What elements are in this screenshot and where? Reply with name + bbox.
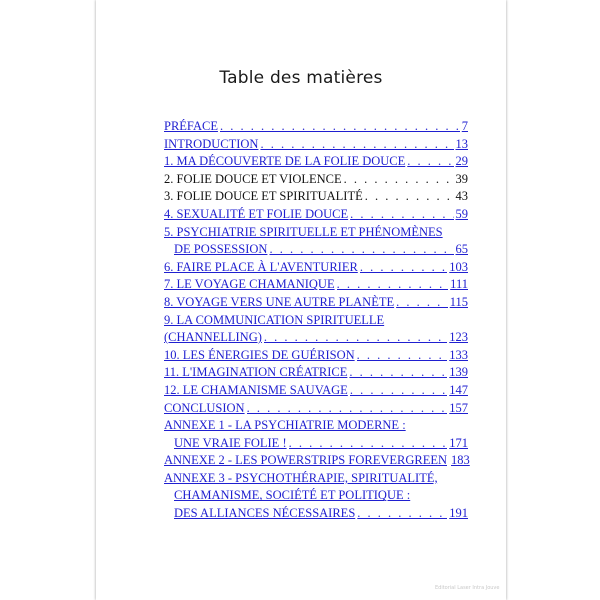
toc-entry-label: 10. LES ÉNERGIES DE GUÉRISON (164, 347, 355, 362)
toc-entry-conclusion[interactable] (164, 400, 468, 418)
toc-dot-leader (289, 435, 448, 453)
toc-page-number: 65 (455, 242, 468, 257)
toc-entry-annexe-3[interactable] (164, 470, 468, 523)
toc-entry-label: CONCLUSION (164, 400, 245, 415)
toc-page-number: 43 (455, 189, 468, 204)
toc-entry-line: ANNEXE 3 - PSYCHOTHÉRAPIE, SPIRITUALITÉ, (164, 470, 438, 485)
toc-dot-leader (264, 329, 447, 347)
toc-dot-leader (357, 347, 448, 365)
toc-entry-label: 8. VOYAGE VERS UNE AUTRE PLANÈTE (164, 294, 395, 309)
toc-dot-leader (337, 276, 449, 294)
toc-page-number: 29 (455, 154, 468, 169)
toc-entry-annexe-1[interactable] (164, 417, 468, 452)
toc-entry-label: 6. FAIRE PLACE À L'AVENTURIER (164, 259, 358, 274)
toc-entry-chapter-5[interactable] (164, 224, 468, 259)
toc-entry-label: 1. MA DÉCOUVERTE DE LA FOLIE DOUCE (164, 154, 406, 169)
toc-page-number: 111 (450, 277, 468, 292)
toc-entry-chapter-1[interactable] (164, 153, 468, 171)
toc-dot-leader (350, 382, 447, 400)
footer-watermark: Editorial Laser Intra Jouve (435, 585, 500, 591)
toc-entry-label: ANNEXE 2 - LES POWERSTRIPS FOREVERGREEN (164, 453, 447, 468)
toc-page-number: 39 (455, 171, 468, 186)
toc-dot-leader (407, 153, 453, 171)
toc-entry-label: 12. LE CHAMANISME SAUVAGE (164, 382, 348, 397)
toc-page-number: 115 (449, 294, 468, 309)
toc-page-number: 139 (449, 365, 468, 380)
book-page (96, 0, 506, 600)
toc-page-number: 147 (449, 382, 468, 397)
toc-dot-leader (260, 136, 453, 154)
toc-entry-chapter-3 (164, 188, 468, 206)
toc-entry-label: INTRODUCTION (164, 136, 259, 151)
toc-dot-leader (247, 400, 448, 418)
toc-entry-chapter-7[interactable] (164, 276, 468, 294)
toc-page-number: 171 (449, 435, 468, 450)
toc-dot-leader (396, 294, 448, 312)
toc-entry-label: DE POSSESSION (174, 242, 268, 257)
toc-dot-leader (365, 188, 454, 206)
toc-entry-chapter-11[interactable] (164, 364, 468, 382)
toc-dot-leader (269, 241, 453, 259)
toc-entry-chapter-12[interactable] (164, 382, 468, 400)
toc-entry-label: 2. FOLIE DOUCE ET VIOLENCE (164, 171, 342, 186)
toc-entry-chapter-2 (164, 171, 468, 189)
toc-entry-label: (CHANNELLING) (164, 330, 262, 345)
toc-entry-chapter-10[interactable] (164, 347, 468, 365)
toc-dot-leader (220, 118, 460, 136)
toc-entry-label: 7. LE VOYAGE CHAMANIQUE (164, 277, 335, 292)
toc-page-number: 103 (449, 259, 468, 274)
toc-entry-line: 5. PSYCHIATRIE SPIRITUELLE ET PHÉNOMÈNES (164, 224, 443, 239)
page-title: Table des matières (219, 68, 383, 88)
toc-entry-preface[interactable] (164, 118, 468, 136)
table-of-contents (164, 118, 468, 523)
toc-entry-label: 4. SEXUALITÉ ET FOLIE DOUCE (164, 206, 349, 221)
toc-entry-label: 3. FOLIE DOUCE ET SPIRITUALITÉ (164, 189, 363, 204)
toc-dot-leader (350, 206, 453, 224)
toc-dot-leader (344, 171, 454, 189)
toc-page-number: 183 (451, 453, 470, 468)
toc-entry-line: 9. LA COMMUNICATION SPIRITUELLE (164, 312, 385, 327)
toc-page-number: 133 (449, 347, 468, 362)
toc-page-number: 13 (455, 136, 468, 151)
toc-entry-label: UNE VRAIE FOLIE ! (174, 435, 287, 450)
toc-page-number: 123 (449, 330, 468, 345)
toc-entry-line: CHAMANISME, SOCIÉTÉ ET POLITIQUE : (174, 488, 411, 503)
toc-dot-leader (349, 364, 447, 382)
toc-entry-chapter-9[interactable] (164, 312, 468, 347)
toc-page-number: 7 (461, 119, 468, 133)
toc-dot-leader (357, 505, 447, 523)
toc-entry-chapter-8[interactable] (164, 294, 468, 312)
toc-entry-annexe-2[interactable] (164, 452, 468, 470)
toc-entry-chapter-4[interactable] (164, 206, 468, 224)
toc-dot-leader (360, 259, 447, 277)
toc-page-number: 59 (455, 206, 468, 221)
toc-entry-label: PRÉFACE (164, 119, 218, 133)
toc-entry-line: ANNEXE 1 - LA PSYCHIATRIE MODERNE : (164, 418, 406, 433)
toc-entry-introduction[interactable] (164, 136, 468, 154)
toc-entry-label: DES ALLIANCES NÉCESSAIRES (174, 506, 356, 521)
toc-page-number: 191 (449, 506, 468, 521)
toc-entry-chapter-6[interactable] (164, 259, 468, 277)
toc-page-number: 157 (449, 400, 468, 415)
toc-entry-label: 11. L'IMAGINATION CRÉATRICE (164, 365, 348, 380)
